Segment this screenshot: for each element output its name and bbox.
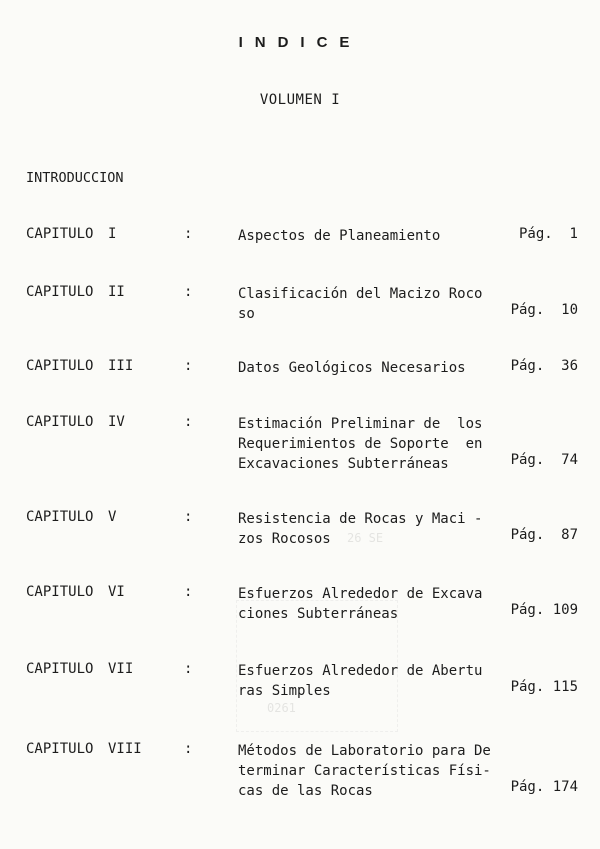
index-title: INDICE (238, 34, 362, 51)
chapter-number: I (108, 226, 117, 242)
chapter-number: II (108, 284, 125, 300)
page-reference: Pág. 174 (510, 779, 578, 795)
chapter-title-line: Excavaciones Subterráneas (238, 456, 449, 472)
chapter-number: VII (108, 661, 134, 677)
chapter-label: CAPITULO (26, 358, 94, 374)
chapter-number: VI (108, 584, 125, 600)
separator-colon: : (184, 661, 193, 677)
page-reference: Pág. 74 (510, 452, 578, 468)
chapter-title-line: Aspectos de Planeamiento (238, 228, 441, 244)
chapter-title-line: Esfuerzos Alrededor de Abertu (238, 663, 483, 679)
page-reference: Pág. 109 (510, 602, 578, 618)
page-reference: Pág. 87 (510, 527, 578, 543)
page-reference: Pág. 36 (510, 358, 578, 374)
volume-title: VOLUMEN I (259, 92, 341, 108)
chapter-number: V (108, 509, 117, 525)
separator-colon: : (184, 584, 193, 600)
separator-colon: : (184, 284, 193, 300)
stamp-date: 26 SE (347, 531, 384, 545)
chapter-title-line: Clasificación del Macizo Roco (238, 286, 483, 302)
chapter-title-line: Resistencia de Rocas y Maci - (238, 511, 483, 527)
chapter-title-line: zos Rocosos (238, 531, 331, 547)
chapter-number: IV (108, 414, 125, 430)
separator-colon: : (184, 358, 193, 374)
chapter-title-line: Métodos de Laboratorio para De (238, 743, 491, 759)
chapter-title-line: cas de las Rocas (238, 783, 373, 799)
chapter-label: CAPITULO (26, 414, 94, 430)
stamp-number: 0261 (267, 701, 296, 715)
separator-colon: : (184, 509, 193, 525)
separator-colon: : (184, 414, 193, 430)
page-reference: Pág. 1 (518, 226, 578, 242)
chapter-title (238, 358, 488, 378)
chapter-title-line: Esfuerzos Alrededor de Excava (238, 586, 483, 602)
chapter-label: CAPITULO (26, 509, 94, 525)
chapter-label: CAPITULO (26, 741, 94, 757)
page-reference: Pág. 115 (510, 679, 578, 695)
chapter-label: CAPITULO (26, 284, 94, 300)
chapter-label: CAPITULO (26, 226, 94, 242)
introduction-heading: INTRODUCCION (26, 170, 124, 186)
chapter-label: CAPITULO (26, 584, 94, 600)
chapter-title-line: Estimación Preliminar de los (238, 416, 483, 432)
separator-colon: : (184, 741, 193, 757)
chapter-label: CAPITULO (26, 661, 94, 677)
chapter-title-line: so (238, 306, 255, 322)
separator-colon: : (184, 226, 193, 242)
chapter-title (238, 741, 491, 801)
chapter-title-line: ciones Subterráneas (238, 606, 399, 622)
chapter-number: VIII (108, 741, 142, 757)
chapter-title (238, 284, 488, 324)
chapter-title (238, 414, 488, 474)
page-reference: Pág. 10 (510, 302, 578, 318)
chapter-title-line: Requerimientos de Soporte en (238, 436, 483, 452)
chapter-title-line: terminar Características Físi- (238, 763, 491, 779)
chapter-number: III (108, 358, 134, 374)
chapter-title-line: Datos Geológicos Necesarios (238, 360, 466, 376)
chapter-title-line: ras Simples (238, 683, 331, 699)
chapter-title (238, 226, 488, 246)
